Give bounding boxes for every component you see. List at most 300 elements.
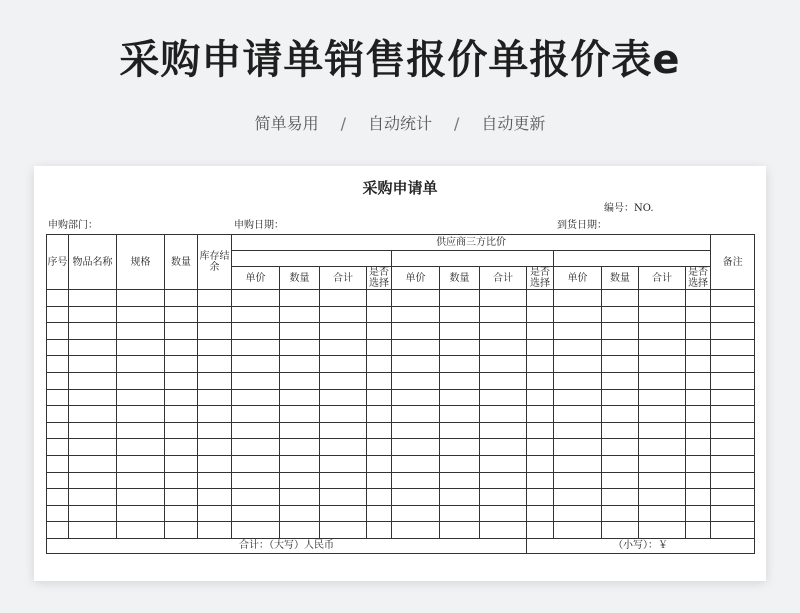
table-cell (392, 323, 440, 340)
table-row (47, 522, 755, 539)
table-cell (232, 489, 280, 506)
table-cell (232, 455, 280, 472)
table-cell (69, 323, 117, 340)
table-row (47, 306, 755, 323)
table-row (47, 356, 755, 373)
table-cell (639, 455, 686, 472)
table-cell (320, 439, 367, 456)
col-spec: 规格 (117, 235, 165, 290)
table-cell (686, 472, 711, 489)
s3-selected: 是否选择 (686, 267, 711, 290)
table-cell (639, 356, 686, 373)
table-cell (639, 522, 686, 539)
table-cell (69, 406, 117, 423)
table-cell (117, 323, 165, 340)
table-row (47, 323, 755, 340)
table-row (47, 372, 755, 389)
table-cell (280, 505, 320, 522)
table-cell (47, 505, 69, 522)
table-cell (117, 406, 165, 423)
table-cell (367, 406, 392, 423)
table-cell (711, 372, 755, 389)
supplier-1-header (232, 251, 392, 267)
table-cell (554, 439, 602, 456)
s2-qty: 数量 (440, 267, 480, 290)
total-row (47, 538, 755, 553)
table-cell (711, 406, 755, 423)
table-cell (602, 389, 639, 406)
table-cell (69, 472, 117, 489)
table-cell (165, 339, 198, 356)
table-cell (232, 356, 280, 373)
table-cell (117, 306, 165, 323)
table-cell (320, 422, 367, 439)
table-cell (480, 455, 527, 472)
col-supplier-group: 供应商三方比价 (232, 235, 711, 251)
table-cell (440, 356, 480, 373)
table-cell (280, 372, 320, 389)
table-cell (440, 505, 480, 522)
table-cell (602, 472, 639, 489)
table-cell (639, 422, 686, 439)
table-cell (320, 522, 367, 539)
table-row (47, 455, 755, 472)
table-cell (198, 406, 232, 423)
table-cell (686, 406, 711, 423)
table-cell (198, 356, 232, 373)
table-cell (711, 472, 755, 489)
table-cell (198, 306, 232, 323)
table-cell (69, 290, 117, 307)
table-cell (639, 372, 686, 389)
table-cell (320, 455, 367, 472)
table-cell (527, 406, 554, 423)
col-note: 备注 (711, 235, 755, 290)
table-cell (480, 389, 527, 406)
table-cell (47, 356, 69, 373)
table-cell (602, 406, 639, 423)
table-cell (280, 472, 320, 489)
table-cell (639, 406, 686, 423)
table-cell (554, 339, 602, 356)
table-cell (554, 306, 602, 323)
table-cell (280, 455, 320, 472)
table-cell (392, 356, 440, 373)
table-cell (69, 439, 117, 456)
table-cell (554, 372, 602, 389)
table-cell (602, 422, 639, 439)
table-row (47, 389, 755, 406)
total-uppercase-label: 合计：（大写）人民币 (47, 538, 527, 553)
table-cell (198, 472, 232, 489)
table-cell (392, 439, 440, 456)
arrival-date-label: 到货日期： (557, 220, 607, 231)
table-cell (602, 306, 639, 323)
table-cell (480, 472, 527, 489)
table-cell (69, 389, 117, 406)
table-cell (440, 455, 480, 472)
table-cell (280, 439, 320, 456)
table-cell (367, 389, 392, 406)
table-cell (367, 290, 392, 307)
table-cell (639, 339, 686, 356)
table-cell (602, 323, 639, 340)
table-cell (232, 290, 280, 307)
table-cell (47, 389, 69, 406)
s1-qty: 数量 (280, 267, 320, 290)
purchase-table (46, 234, 755, 554)
table-cell (165, 505, 198, 522)
table-cell (639, 489, 686, 506)
table-cell (686, 389, 711, 406)
table-cell (165, 389, 198, 406)
table-cell (232, 472, 280, 489)
table-cell (527, 372, 554, 389)
col-stock: 库存结余 (198, 235, 232, 290)
table-cell (480, 372, 527, 389)
feature-auto-stat: 自动统计 (367, 114, 432, 133)
supplier-2-header (392, 251, 554, 267)
feature-separator: / (454, 114, 460, 133)
table-cell (392, 422, 440, 439)
table-cell (198, 290, 232, 307)
table-cell (686, 290, 711, 307)
table-cell (440, 306, 480, 323)
table-cell (117, 522, 165, 539)
table-cell (440, 472, 480, 489)
table-cell (527, 356, 554, 373)
table-cell (47, 290, 69, 307)
table-cell (480, 439, 527, 456)
table-cell (47, 406, 69, 423)
col-qty: 数量 (165, 235, 198, 290)
table-cell (711, 489, 755, 506)
table-cell (392, 455, 440, 472)
department-label: 申购部门： (48, 220, 98, 231)
table-cell (47, 306, 69, 323)
table-cell (165, 356, 198, 373)
table-cell (165, 522, 198, 539)
table-cell (440, 323, 480, 340)
s2-total: 合计 (480, 267, 527, 290)
table-cell (686, 339, 711, 356)
table-cell (480, 356, 527, 373)
table-cell (367, 455, 392, 472)
table-cell (392, 339, 440, 356)
table-cell (602, 290, 639, 307)
table-cell (367, 439, 392, 456)
s1-selected: 是否选择 (367, 267, 392, 290)
table-cell (198, 372, 232, 389)
table-cell (527, 505, 554, 522)
table-cell (711, 389, 755, 406)
table-row (47, 290, 755, 307)
table-cell (232, 422, 280, 439)
table-cell (198, 339, 232, 356)
table-cell (198, 455, 232, 472)
s3-unit-price: 单价 (554, 267, 602, 290)
table-cell (367, 356, 392, 373)
table-cell (480, 323, 527, 340)
table-cell (232, 406, 280, 423)
table-cell (280, 489, 320, 506)
table-cell (639, 439, 686, 456)
table-cell (69, 522, 117, 539)
table-cell (198, 422, 232, 439)
table-cell (69, 306, 117, 323)
table-cell (165, 422, 198, 439)
table-cell (69, 339, 117, 356)
table-cell (686, 422, 711, 439)
table-cell (554, 356, 602, 373)
table-cell (320, 389, 367, 406)
table-cell (480, 489, 527, 506)
table-cell (527, 522, 554, 539)
table-cell (711, 422, 755, 439)
table-cell (686, 306, 711, 323)
table-cell (69, 455, 117, 472)
table-cell (117, 422, 165, 439)
table-cell (554, 505, 602, 522)
table-cell (440, 389, 480, 406)
table-cell (165, 455, 198, 472)
table-cell (198, 522, 232, 539)
table-cell (392, 372, 440, 389)
table-cell (554, 290, 602, 307)
table-cell (711, 505, 755, 522)
table-cell (47, 372, 69, 389)
table-cell (440, 422, 480, 439)
table-cell (554, 323, 602, 340)
table-cell (47, 472, 69, 489)
table-cell (527, 422, 554, 439)
s2-unit-price: 单价 (392, 267, 440, 290)
table-cell (392, 505, 440, 522)
table-cell (117, 439, 165, 456)
table-cell (686, 356, 711, 373)
table-cell (232, 306, 280, 323)
table-cell (480, 290, 527, 307)
table-cell (69, 372, 117, 389)
table-cell (711, 323, 755, 340)
table-cell (320, 356, 367, 373)
table-cell (392, 290, 440, 307)
table-row (47, 472, 755, 489)
table-cell (320, 406, 367, 423)
table-cell (440, 439, 480, 456)
table-cell (280, 422, 320, 439)
table-cell (367, 339, 392, 356)
feature-separator: / (340, 114, 346, 133)
table-cell (480, 306, 527, 323)
table-cell (711, 522, 755, 539)
table-cell (602, 455, 639, 472)
table-cell (440, 522, 480, 539)
table-cell (554, 389, 602, 406)
table-cell (639, 306, 686, 323)
table-cell (320, 505, 367, 522)
table-cell (440, 406, 480, 423)
table-cell (117, 505, 165, 522)
table-cell (602, 439, 639, 456)
table-cell (711, 290, 755, 307)
table-cell (440, 290, 480, 307)
table-cell (320, 339, 367, 356)
table-cell (47, 339, 69, 356)
table-cell (686, 372, 711, 389)
col-item-name: 物品名称 (69, 235, 117, 290)
table-cell (280, 406, 320, 423)
table-cell (367, 489, 392, 506)
s3-total: 合计 (639, 267, 686, 290)
table-cell (392, 306, 440, 323)
table-cell (392, 489, 440, 506)
table-cell (165, 489, 198, 506)
table-cell (117, 339, 165, 356)
table-cell (711, 439, 755, 456)
table-cell (232, 323, 280, 340)
table-cell (165, 323, 198, 340)
table-cell (198, 439, 232, 456)
table-cell (232, 439, 280, 456)
table-cell (480, 422, 527, 439)
table-cell (527, 290, 554, 307)
table-cell (280, 306, 320, 323)
table-cell (367, 505, 392, 522)
table-cell (686, 505, 711, 522)
table-cell (280, 389, 320, 406)
table-cell (480, 505, 527, 522)
table-cell (320, 372, 367, 389)
table-cell (440, 489, 480, 506)
feature-tagline (0, 113, 800, 135)
table-cell (440, 339, 480, 356)
s3-qty: 数量 (602, 267, 639, 290)
table-cell (320, 323, 367, 340)
supplier-3-header (554, 251, 711, 267)
table-cell (232, 505, 280, 522)
table-cell (367, 472, 392, 489)
table-cell (480, 522, 527, 539)
table-cell (165, 472, 198, 489)
table-row (47, 489, 755, 506)
table-cell (320, 306, 367, 323)
table-cell (69, 505, 117, 522)
table-cell (367, 323, 392, 340)
table-cell (165, 372, 198, 389)
table-row (47, 422, 755, 439)
table-cell (711, 356, 755, 373)
table-cell (554, 422, 602, 439)
table-cell (280, 522, 320, 539)
table-cell (392, 406, 440, 423)
table-cell (165, 306, 198, 323)
table-cell (602, 522, 639, 539)
table-cell (47, 323, 69, 340)
table-cell (527, 389, 554, 406)
table-cell (711, 339, 755, 356)
table-cell (527, 489, 554, 506)
table-cell (280, 290, 320, 307)
table-cell (117, 472, 165, 489)
table-cell (165, 290, 198, 307)
table-cell (198, 389, 232, 406)
table-cell (280, 356, 320, 373)
table-cell (686, 439, 711, 456)
col-seq: 序号 (47, 235, 69, 290)
table-cell (367, 372, 392, 389)
table-cell (480, 406, 527, 423)
table-cell (69, 422, 117, 439)
total-lowercase-label: （小写）：￥ (527, 538, 755, 553)
table-cell (686, 522, 711, 539)
table-cell (117, 455, 165, 472)
table-cell (686, 323, 711, 340)
table-cell (527, 455, 554, 472)
table-cell (280, 339, 320, 356)
feature-auto-update: 自动更新 (481, 114, 546, 133)
feature-easy: 简单易用 (254, 114, 319, 133)
table-cell (69, 489, 117, 506)
table-cell (117, 372, 165, 389)
table-cell (69, 356, 117, 373)
table-cell (554, 406, 602, 423)
table-cell (367, 422, 392, 439)
table-cell (602, 372, 639, 389)
table-cell (232, 389, 280, 406)
table-cell (639, 290, 686, 307)
table-cell (639, 323, 686, 340)
document-number: 编号：NO. (604, 203, 654, 214)
table-cell (165, 406, 198, 423)
table-cell (554, 522, 602, 539)
table-cell (320, 472, 367, 489)
table-cell (47, 422, 69, 439)
table-cell (392, 472, 440, 489)
table-cell (232, 372, 280, 389)
table-cell (440, 372, 480, 389)
table-cell (47, 522, 69, 539)
table-row (47, 339, 755, 356)
table-cell (527, 323, 554, 340)
form-title: 采购申请单 (362, 179, 438, 197)
table-cell (639, 505, 686, 522)
table-cell (280, 323, 320, 340)
form-preview (34, 166, 766, 581)
page-title: 采购申请单销售报价单报价表e (119, 37, 681, 83)
table-cell (47, 489, 69, 506)
apply-date-label: 申购日期： (234, 220, 284, 231)
table-cell (602, 505, 639, 522)
table-cell (639, 389, 686, 406)
table-row (47, 505, 755, 522)
table-cell (232, 522, 280, 539)
table-row (47, 439, 755, 456)
table-cell (392, 522, 440, 539)
table-cell (639, 472, 686, 489)
table-cell (527, 439, 554, 456)
table-cell (320, 290, 367, 307)
table-cell (480, 339, 527, 356)
table-cell (602, 339, 639, 356)
table-cell (711, 306, 755, 323)
table-cell (554, 489, 602, 506)
s2-selected: 是否选择 (527, 267, 554, 290)
table-cell (686, 489, 711, 506)
table-cell (198, 505, 232, 522)
table-row (47, 406, 755, 423)
table-cell (117, 290, 165, 307)
